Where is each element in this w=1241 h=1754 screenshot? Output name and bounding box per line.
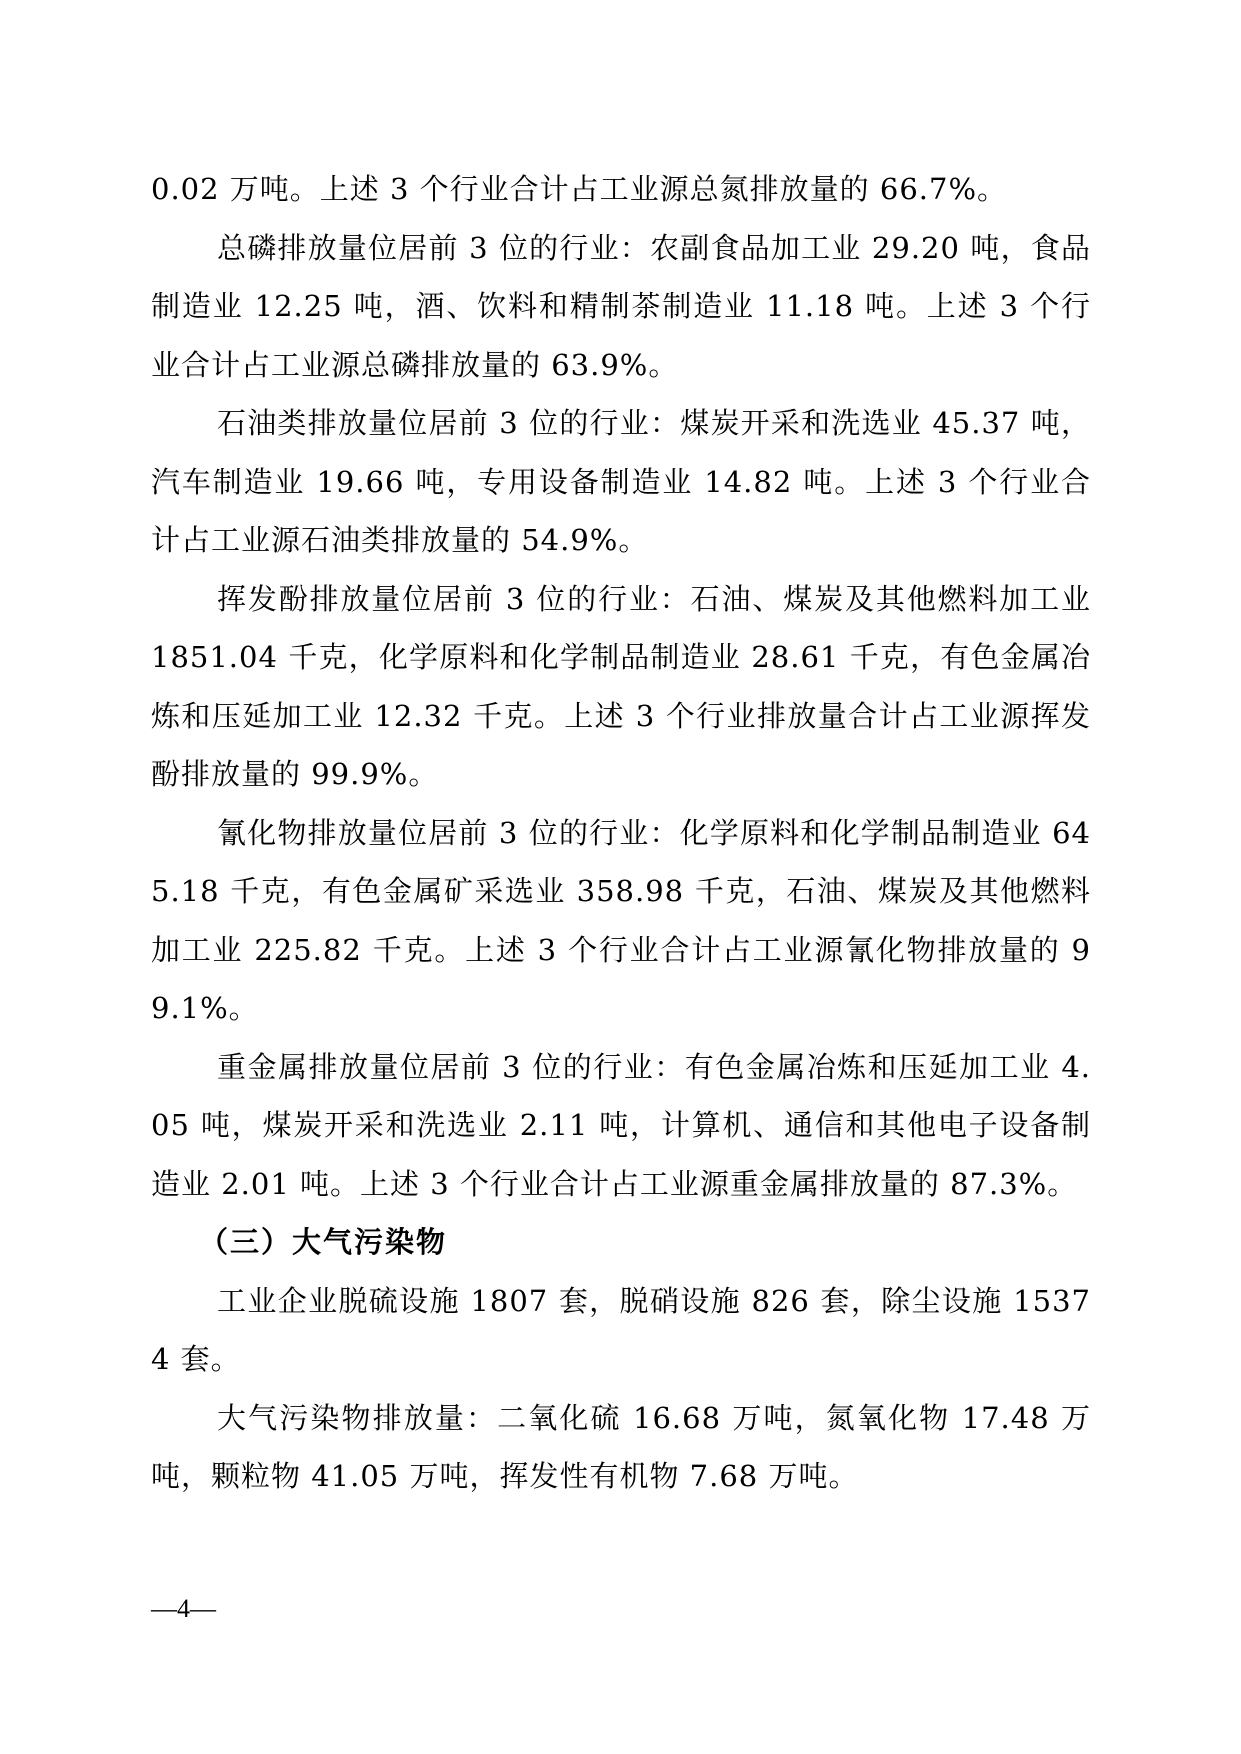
paragraph-volatile-phenol: 挥发酚排放量位居前 3 位的行业：石油、煤炭及其他燃料加工业 1851.04 千克，化学原料和化学制品制造业 28.61 千克，有色金属冶炼和压延加工业 12.32 千克。上述 3 个行业排放量合计占工业源挥发酚排放量的 99.9%。 xyxy=(151,581,1091,791)
paragraph-heavy-metals: 重金属排放量位居前 3 位的行业：有色金属冶炼和压延加工业 4.05 吨，煤炭开采和洗选业 2.11 吨，计算机、通信和其他电子设备制造业 2.01 吨。上述 3 个行业合计占工业源重金属排放量的 87.3%。 xyxy=(151,1049,1091,1201)
paragraph-cyanide: 氰化物排放量位居前 3 位的行业：化学原料和化学制品制造业 645.18 千克，有色金属矿采选业 358.98 千克，石油、煤炭及其他燃料加工业 225.82 千克。上述 3 个行业合计占工业源氰化物排放量的 99.1%。 xyxy=(151,815,1091,1025)
page-number: —4— xyxy=(151,1594,216,1623)
paragraph-facilities: 工业企业脱硫设施 1807 套，脱硝设施 826 套，除尘设施 15374 套。 xyxy=(151,1283,1091,1376)
paragraph-total-phosphorus: 总磷排放量位居前 3 位的行业：农副食品加工业 29.20 吨，食品制造业 12.25 吨，酒、饮料和精制茶制造业 11.18 吨。上述 3 个行业合计占工业源总磷排放量的 63.9%。 xyxy=(151,230,1091,382)
section-heading-air-pollutants: （三）大气污染物 xyxy=(199,1225,448,1259)
document-body xyxy=(151,160,1091,1506)
paragraph-total-nitrogen-tail: 0.02 万吨。上述 3 个行业合计占工业源总氮排放量的 66.7%。 xyxy=(151,172,1008,206)
paragraph-air-emissions: 大气污染物排放量：二氧化硫 16.68 万吨，氮氧化物 17.48 万吨，颗粒物 41.05 万吨，挥发性有机物 7.68 万吨。 xyxy=(151,1400,1091,1493)
paragraph-petroleum: 石油类排放量位居前 3 位的行业：煤炭开采和洗选业 45.37 吨，汽车制造业 19.66 吨，专用设备制造业 14.82 吨。上述 3 个行业合计占工业源石油类排放量的 54.9%。 xyxy=(151,406,1091,557)
